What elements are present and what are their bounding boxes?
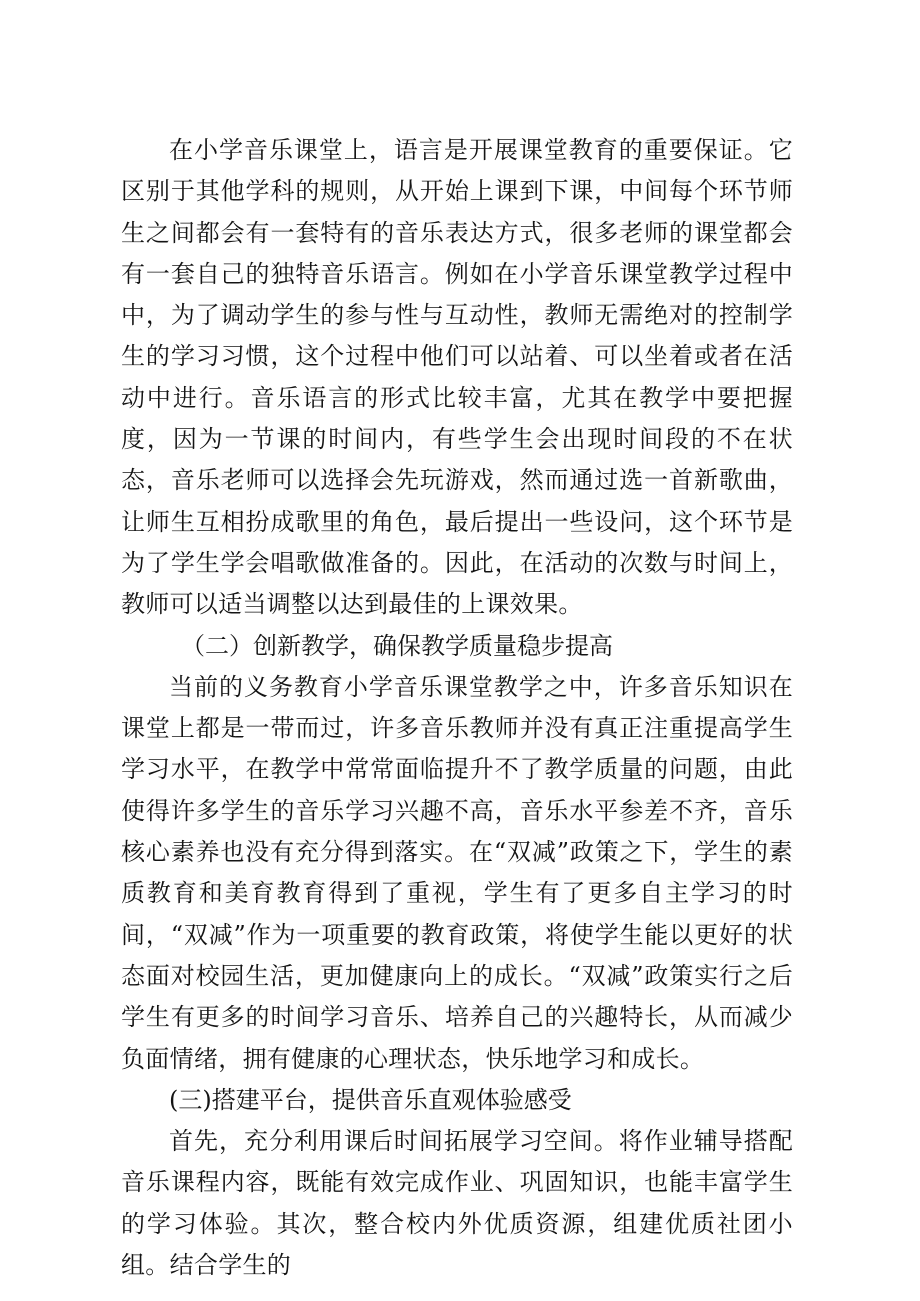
section-heading-2: （二）创新教学，确保教学质量稳步提高: [181, 631, 613, 660]
body-paragraph-1: 在小学音乐课堂上，语言是开展课堂教育的重要保证。它区别于其他学科的规则，从开始上课到下课，中间每个环节师生之间都会有一套特有的音乐表达方式，很多老师的课堂都会有一套自己的独特音乐语言。例如在小学音乐课堂教学过程中中，为了调动学生的参与性与互动性，教师无需绝对的控制学生的学习习惯，这个过程中他们可以站着、可以坐着或者在活动中进行。音乐语言的形式比较丰富，尤其在教学中要把握度，因为一节课的时间内，有些学生会出现时间段的不在状态，音乐老师可以选择会先玩游戏，然而通过选一首新歌曲，让师生互相扮成歌里的角色，最后提出一些设问，这个环节是为了学生学会唱歌做准备的。因此，在活动的次数与时间上，教师可以适当调整以达到最佳的上课效果。: [121, 136, 793, 619]
document-page: [121, 130, 793, 1286]
body-paragraph-2: 当前的义务教育小学音乐课堂教学之中，许多音乐知识在课堂上都是一带而过，许多音乐教师并没有真正注重提高学生学习水平，在教学中常常面临提升不了教学质量的问题，由此使得许多学生的音乐学习兴趣不高，音乐水平参差不齐，音乐核心素养也没有充分得到落实。在“双减”政策之下，学生的素质教育和美育教育得到了重视，学生有了更多自主学习的时间，“双减”作为一项重要的教育政策，将使学生能以更好的状态面对校园生活，更加健康向上的成长。“双减”政策实行之后学生有更多的时间学习音乐、培养自己的兴趣特长，从而减少负面情绪，拥有健康的心理状态，快乐地学习和成长。: [121, 672, 793, 1073]
body-paragraph-3: 首先，充分利用课后时间拓展学习空间。将作业辅导搭配音乐课程内容，既能有效完成作业、巩固知识，也能丰富学生的学习体验。其次，整合校内外优质资源，组建优质社团小组。结合学生的: [121, 1127, 793, 1280]
section-heading-3: (三)搭建平台，提供音乐直观体验感受: [169, 1085, 572, 1114]
